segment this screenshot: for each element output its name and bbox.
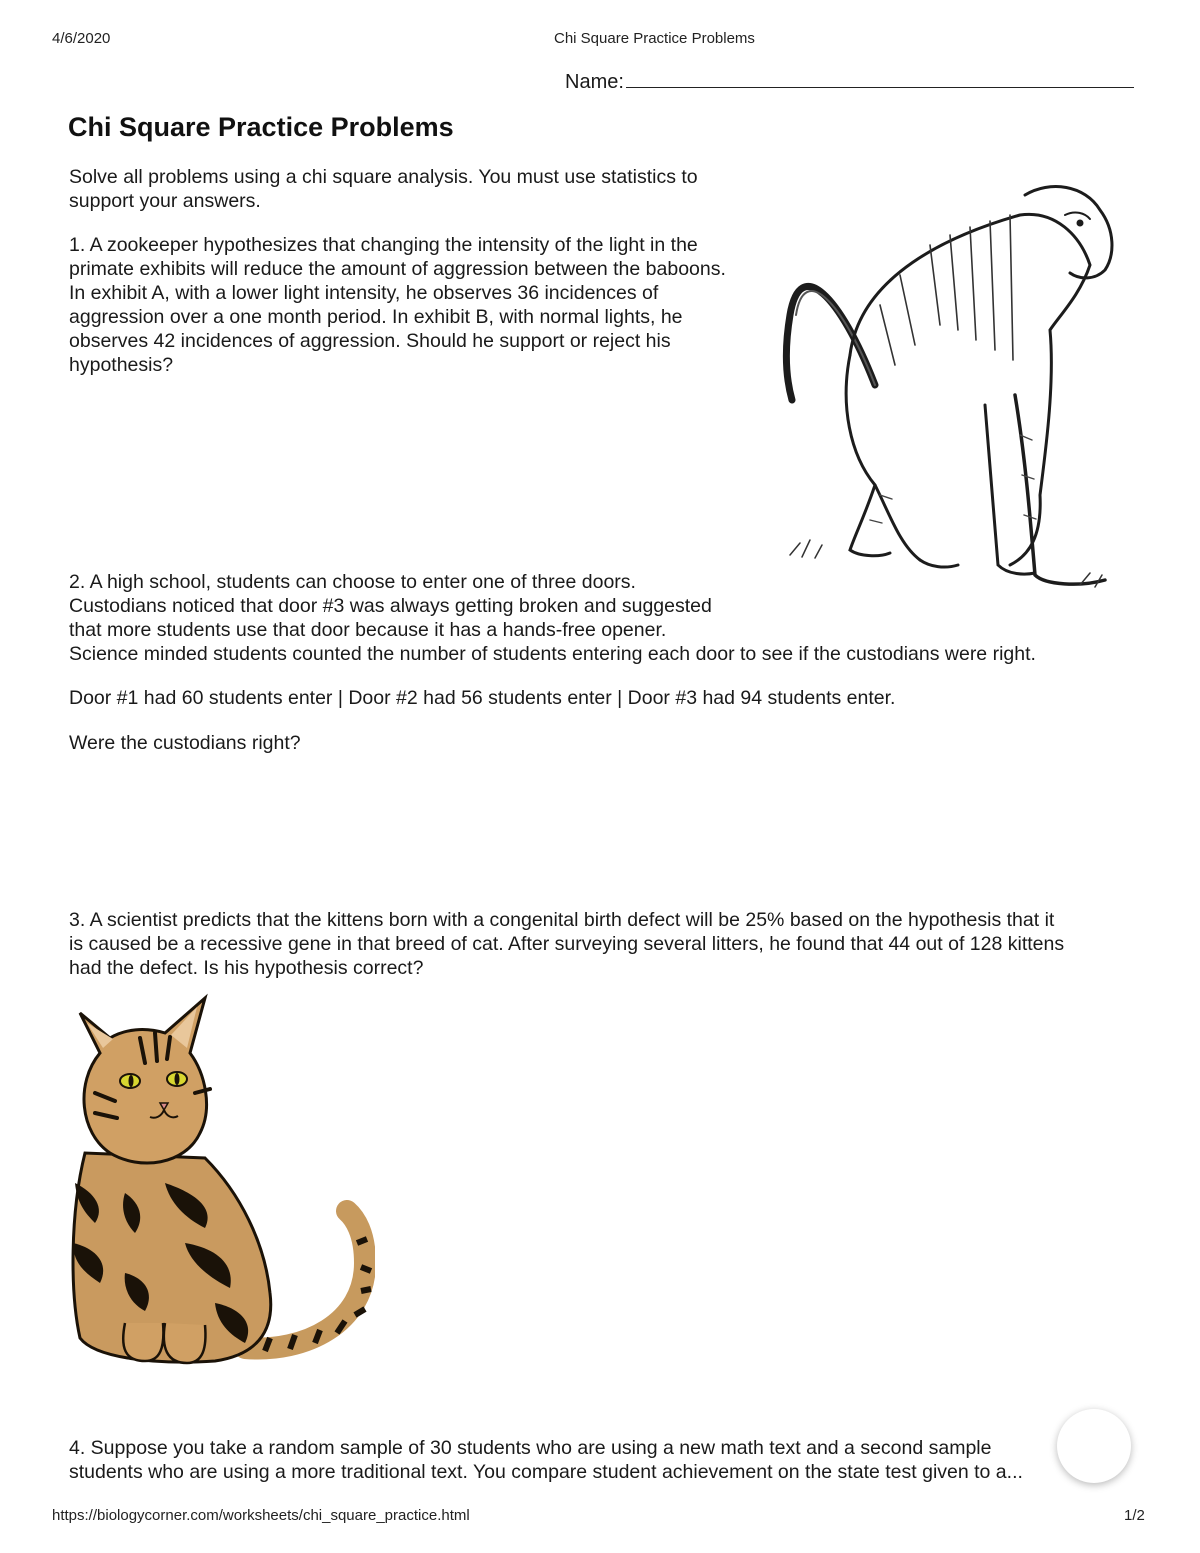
problem-2-line: 2. A high school, students can choose to enter one of three doors. [69, 571, 636, 593]
problem-2-data: Door #1 had 60 students enter | Door #2 had 56 students enter | Door #3 had 94 students enter. [69, 687, 896, 709]
problem-3-line: had the defect. Is his hypothesis correct? [69, 957, 424, 979]
print-footer-url: https://biologycorner.com/worksheets/chi_square_practice.html [52, 1507, 470, 1524]
instructions-line: support your answers. [69, 190, 261, 212]
problem-1-line: In exhibit A, with a lower light intensity, he observes 36 incidences of [69, 282, 659, 304]
print-footer-page: 1/2 [1124, 1507, 1145, 1524]
name-blank-line [626, 69, 1134, 88]
problem-1 [69, 233, 789, 377]
baboon-illustration [780, 155, 1120, 605]
page-title: Chi Square Practice Problems [68, 112, 454, 142]
problem-2-line: Custodians noticed that door #3 was always getting broken and suggested [69, 595, 712, 617]
problem-1-line: hypothesis? [69, 354, 174, 376]
print-doc-title: Chi Square Practice Problems [554, 30, 755, 47]
problem-3 [69, 908, 1149, 980]
problem-4-line: students who are using a more traditional text. You compare student achievement on the state test given to a... [69, 1461, 1023, 1483]
problem-4 [69, 1436, 1054, 1484]
problem-2-question: Were the custodians right? [69, 732, 301, 754]
name-field [565, 69, 1134, 94]
problem-3-line: 3. A scientist predicts that the kittens born with a congenital birth defect will be 25% based on the hypothesis that it [69, 909, 1055, 931]
instructions-line: Solve all problems using a chi square analysis. You must use statistics to [69, 166, 698, 188]
tabby-cat-illustration [65, 993, 375, 1373]
name-label: Name: [565, 71, 624, 93]
problem-1-line: observes 42 incidences of aggression. Should he support or reject his [69, 330, 671, 352]
problem-2-line: that more students use that door because it has a hands-free opener. [69, 619, 667, 641]
problem-2 [69, 570, 1129, 666]
floating-action-button[interactable] [1057, 1409, 1131, 1483]
problem-1-line: primate exhibits will reduce the amount of aggression between the baboons. [69, 258, 726, 280]
print-date: 4/6/2020 [52, 30, 111, 47]
problem-2-line: Science minded students counted the number of students entering each door to see if the custodians were right. [69, 643, 1036, 665]
problem-1-line: aggression over a one month period. In exhibit B, with normal lights, he [69, 306, 683, 328]
problem-3-line: is caused be a recessive gene in that breed of cat. After surveying several litters, he found that 44 out of 128 kittens [69, 933, 1065, 955]
instructions [69, 165, 789, 213]
problem-4-line: 4. Suppose you take a random sample of 30 students who are using a new math text and a second sample [69, 1437, 992, 1459]
problem-1-line: 1. A zookeeper hypothesizes that changing the intensity of the light in the [69, 234, 698, 256]
